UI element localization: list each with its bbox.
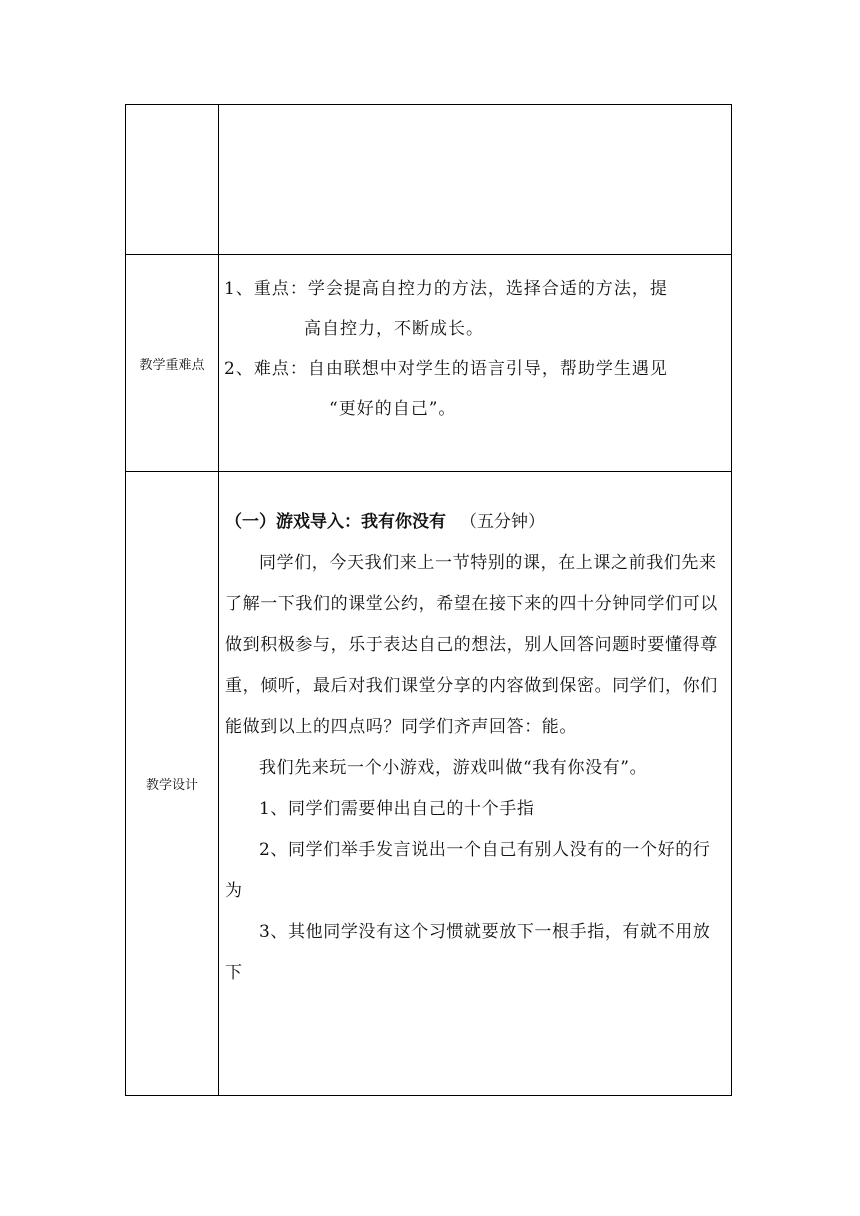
key-point-1-line2: 高自控力，不断成长。 <box>304 319 484 339</box>
game-step-3: 3、其他同学没有这个习惯就要放下一根手指，有就不用放下 <box>225 922 711 983</box>
intro-paragraph: 同学们，今天我们来上一节特别的课，在上课之前我们先来了解一下我们的课堂公约，希望在接下来的四十分钟同学们可以做到积极参与，乐于表达自己的想法，别人回答问题时要懂得尊重，倾听，最后对我们课堂分享的内容做到保密。同学们，你们能做到以上的四点吗？同学们齐声回答：能。 <box>225 553 718 737</box>
row-content-key-points <box>219 255 732 472</box>
game-intro-paragraph: 我们先来玩一个小游戏，游戏叫做“我有你没有”。 <box>259 758 648 778</box>
table-row-blank <box>126 105 732 255</box>
table-row-design <box>126 472 732 1096</box>
key-point-2-line2: “更好的自己”。 <box>329 399 457 419</box>
row-content-blank <box>219 105 732 255</box>
section-heading <box>225 502 725 543</box>
key-point-1-line1: 1、重点：学会提高自控力的方法，选择合适的方法，提 <box>224 279 668 299</box>
row-label-blank <box>126 105 219 255</box>
section-title: （一）游戏导入：我有你没有 <box>225 512 446 532</box>
row-label-design: 教学设计 <box>126 472 219 1096</box>
game-step-2: 2、同学们举手发言说出一个自己有别人没有的一个好的行为 <box>225 840 711 901</box>
row-label-key-points: 教学重难点 <box>126 255 219 472</box>
game-step-1: 1、同学们需要伸出自己的十个手指 <box>259 799 535 819</box>
table-row-key-points <box>126 255 732 472</box>
section-time: （五分钟） <box>460 512 545 532</box>
key-point-2-line1: 2、难点：自由联想中对学生的语言引导，帮助学生遇见 <box>224 359 668 379</box>
lesson-plan-table <box>125 104 732 1096</box>
row-content-design <box>219 472 732 1096</box>
